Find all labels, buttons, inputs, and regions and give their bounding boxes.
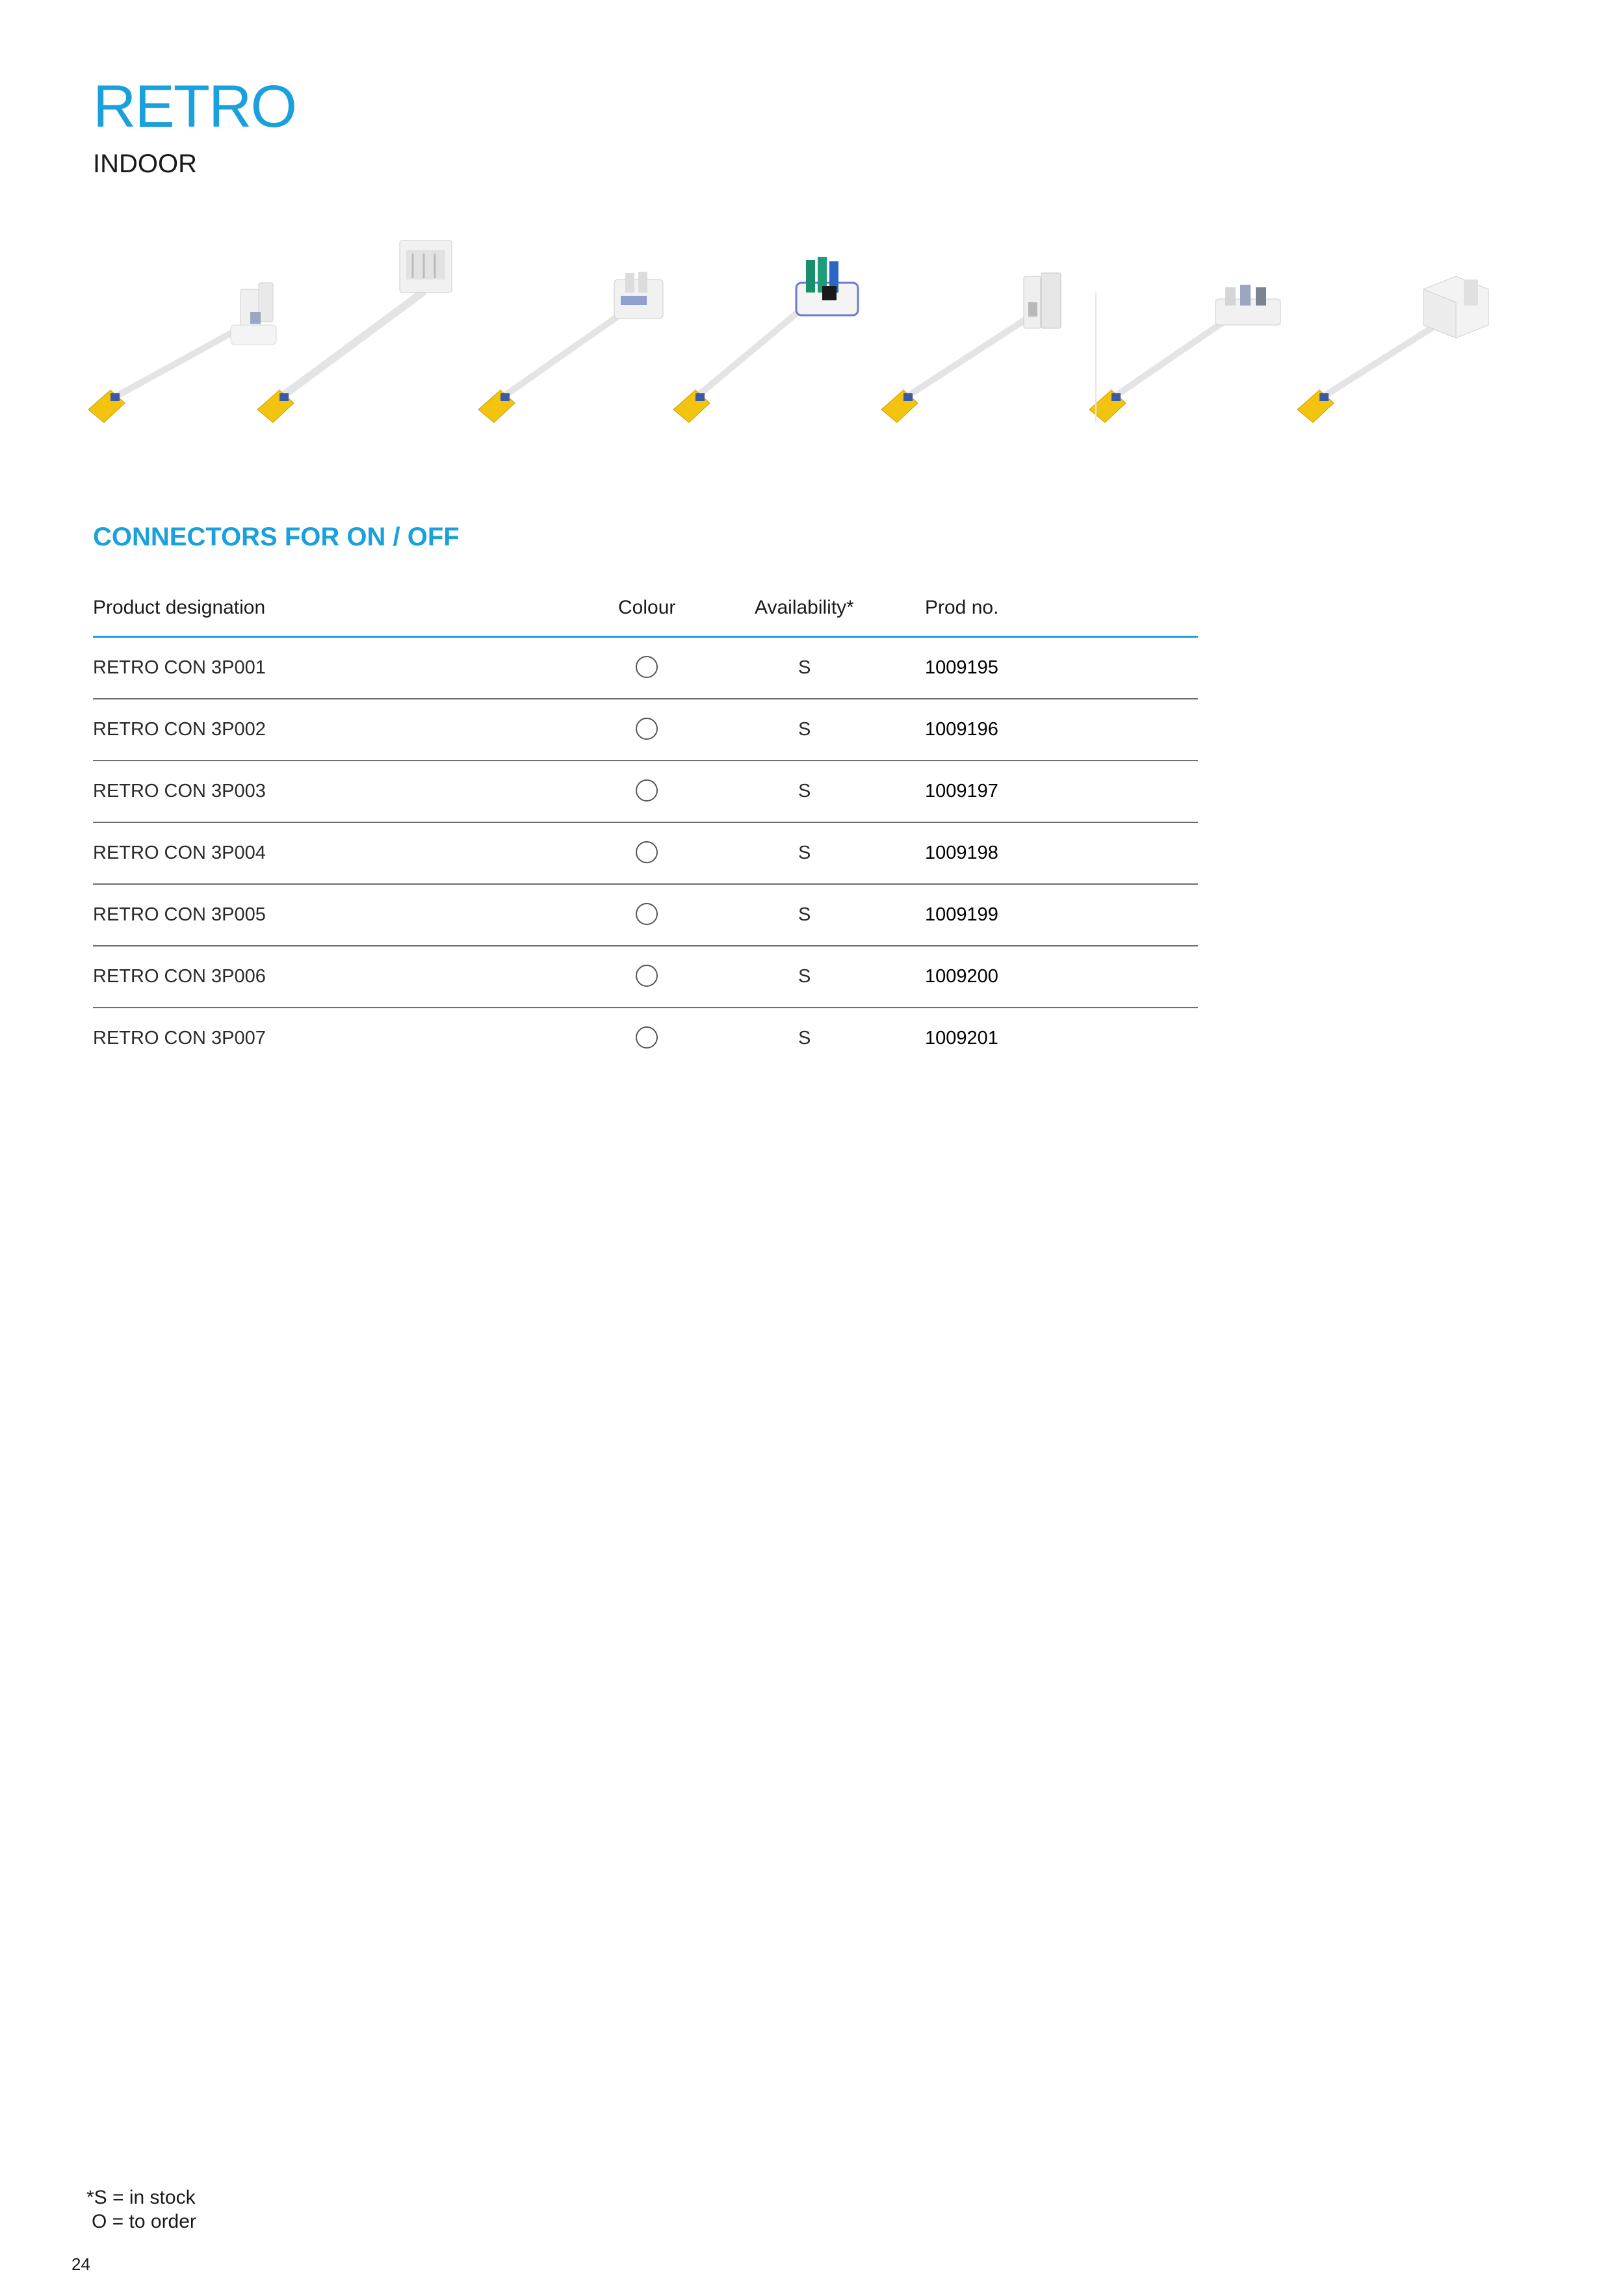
table-row <box>93 1008 1198 1069</box>
white-swatch-icon <box>636 656 658 678</box>
connector-rail-terminal-icon <box>1085 228 1287 436</box>
header-availability: Availability* <box>755 597 854 618</box>
cell-prod-no: 1009197 <box>925 781 998 802</box>
cell-availability: S <box>798 1028 811 1049</box>
colour-swatch <box>636 656 658 678</box>
image-divider <box>1095 293 1097 423</box>
footnote-line-stock: *S = in stock <box>86 2187 196 2208</box>
cell-designation: RETRO CON 3P005 <box>93 904 266 925</box>
connector-colored-terminals-icon <box>669 228 871 436</box>
cell-designation: RETRO CON 3P007 <box>93 1028 266 1049</box>
cell-availability: S <box>798 966 811 987</box>
connector-block-housing-icon <box>1293 228 1495 436</box>
cell-availability: S <box>798 719 811 740</box>
table-row <box>93 946 1198 1008</box>
table-row <box>93 823 1198 885</box>
footnote-line-order: O = to order <box>92 2211 196 2232</box>
page-number: 24 <box>71 2254 90 2274</box>
header-colour: Colour <box>618 597 676 618</box>
cell-availability: S <box>798 904 811 925</box>
table-row <box>93 638 1198 699</box>
white-swatch-icon <box>636 965 658 987</box>
cell-availability: S <box>798 657 811 678</box>
page-title: RETRO <box>93 73 296 140</box>
colour-swatch <box>636 841 658 863</box>
cell-prod-no: 1009201 <box>925 1028 998 1049</box>
white-swatch-icon <box>636 718 658 740</box>
cell-designation: RETRO CON 3P001 <box>93 657 266 678</box>
colour-swatch <box>636 1026 658 1049</box>
cell-prod-no: 1009195 <box>925 657 998 678</box>
availability-footnote <box>86 2185 196 2234</box>
connector-box-housing-icon <box>253 228 455 436</box>
cell-prod-no: 1009200 <box>925 966 998 987</box>
cell-prod-no: 1009196 <box>925 719 998 740</box>
cell-prod-no: 1009199 <box>925 904 998 925</box>
cell-designation: RETRO CON 3P003 <box>93 781 266 802</box>
product-image-strip <box>84 228 1495 436</box>
white-swatch-icon <box>636 841 658 863</box>
cell-designation: RETRO CON 3P004 <box>93 842 266 863</box>
connector-plug-housing-icon <box>877 228 1079 436</box>
cell-designation: RETRO CON 3P006 <box>93 966 266 987</box>
product-table <box>93 585 1198 1069</box>
table-row <box>93 699 1198 761</box>
connector-terminal-block-icon <box>474 228 676 436</box>
colour-swatch <box>636 779 658 802</box>
cell-designation: RETRO CON 3P002 <box>93 719 266 740</box>
white-swatch-icon <box>636 903 658 925</box>
header-prod-no: Prod no. <box>925 597 999 618</box>
white-swatch-icon <box>636 779 658 802</box>
section-title: CONNECTORS FOR ON / OFF <box>93 523 460 551</box>
cell-availability: S <box>798 781 811 802</box>
colour-swatch <box>636 903 658 925</box>
colour-swatch <box>636 965 658 987</box>
page-subtitle: INDOOR <box>93 150 197 178</box>
table-row <box>93 761 1198 823</box>
header-designation: Product designation <box>93 597 266 618</box>
colour-swatch <box>636 718 658 740</box>
white-swatch-icon <box>636 1026 658 1049</box>
cell-prod-no: 1009198 <box>925 842 998 863</box>
table-row <box>93 885 1198 946</box>
cell-availability: S <box>798 842 811 863</box>
table-header <box>93 585 1198 638</box>
